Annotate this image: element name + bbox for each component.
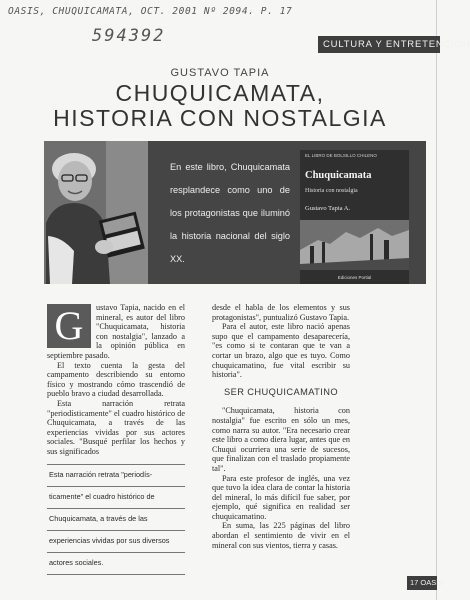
- article-author: GUSTAVO TAPIA: [170, 67, 270, 79]
- body-paragraph: El texto cuenta la gesta del campamento describiendo su entorno físico y mostrando cómo trascendió de pueblo bravo a ciudad desarrollada.: [47, 360, 185, 399]
- article-title-line-2: HISTORIA CON NOSTALGIA: [53, 105, 387, 131]
- body-paragraph: "Chuquicamata, historia con nostalgia" fue escrito en sólo un mes, como narra su autor. "Era necesario crear este libro a como diera lugar, antes que en Chuqui ocurriera una serie de sucesos, que finalizan con el traslado propiamente tal".: [212, 406, 350, 473]
- pull-quote-line: Chuquicamata, a través de las: [47, 509, 185, 531]
- book-cover-mine-illustration: [300, 220, 409, 270]
- body-paragraph: Esta narración retrata "periodísticamente" el cuadro histórico de Chuquicamata, a través de las experiencias vividas por sus actores sociales. "Busqué perfilar los hechos y sus significados: [47, 398, 185, 456]
- book-cover-publisher: Ediciones Portial: [337, 275, 372, 280]
- book-cover-subtitle: Historia con nostalgia: [305, 188, 358, 194]
- photo-caption: En este libro, Chuquicamata resplandece como uno de los protagonistas que iluminó la historia nacional del siglo XX.: [170, 162, 290, 264]
- body-paragraph: ustavo Tapia, nacido en el mineral, es autor del libro "Chuquicamata, historia con nostalgia", lanzado a la opinión pública en septiembre pasado.: [47, 303, 185, 360]
- section-header-bar: [318, 36, 470, 53]
- body-paragraph: Para el autor, este libro nació apenas supo que el campamento desaparecería, "es como si te contaran que te van a cortar un brazo, algo que es tuyo. Como chuquicamatino, fue vital escribir su historia".: [212, 322, 350, 380]
- page-number-footer: 17 OASIS: [407, 576, 437, 590]
- body-paragraph: Para este profesor de inglés, una vez que tuvo la idea clara de contar la historia del mineral, lo más difícil fue saber, por ejemplo, qué significa en realidad ser chuquicamatino.: [212, 473, 350, 521]
- pull-quote-line: actores sociales.: [47, 553, 185, 575]
- body-paragraph: desde el habla de los elementos y sus protagonistas", puntualizó Gustavo Tapia.: [212, 303, 350, 322]
- body-paragraph: En suma, las 225 páginas del libro abordan el sentimiento de vivir en el mineral con sus vientos, tierra y casas.: [212, 521, 350, 550]
- handwritten-archive-number: 594392: [92, 26, 166, 46]
- section-label: CULTURA Y ENTRETENCIÓN: [323, 39, 470, 50]
- pull-quote-line: ticamente" el cuadro histórico de: [47, 487, 185, 509]
- handwritten-source-note: OASIS, CHUQUICAMATA, OCT. 2001 Nº 2094. P. 17: [8, 6, 293, 17]
- book-cover: [300, 150, 409, 284]
- book-cover-series: EL LIBRO DE BOLSILLO CHILENO: [305, 153, 377, 158]
- pull-quote-line: experiencias vividas por sus diversos: [47, 531, 185, 553]
- article-title-line-1: CHUQUICAMATA,: [115, 80, 325, 106]
- pull-quote-line: Esta narración retrata "periodís-: [47, 464, 185, 487]
- book-cover-title: Chuquicamata: [305, 170, 372, 181]
- article-column-2: [212, 303, 350, 550]
- book-cover-author: Gustavo Tapia A.: [305, 205, 351, 212]
- article-column-1: [47, 303, 185, 575]
- drop-cap: G: [47, 304, 91, 348]
- author-portrait-photo: [44, 141, 148, 284]
- pull-quote: [47, 464, 185, 575]
- section-subheading: SER CHUQUICAMATINO: [224, 386, 338, 397]
